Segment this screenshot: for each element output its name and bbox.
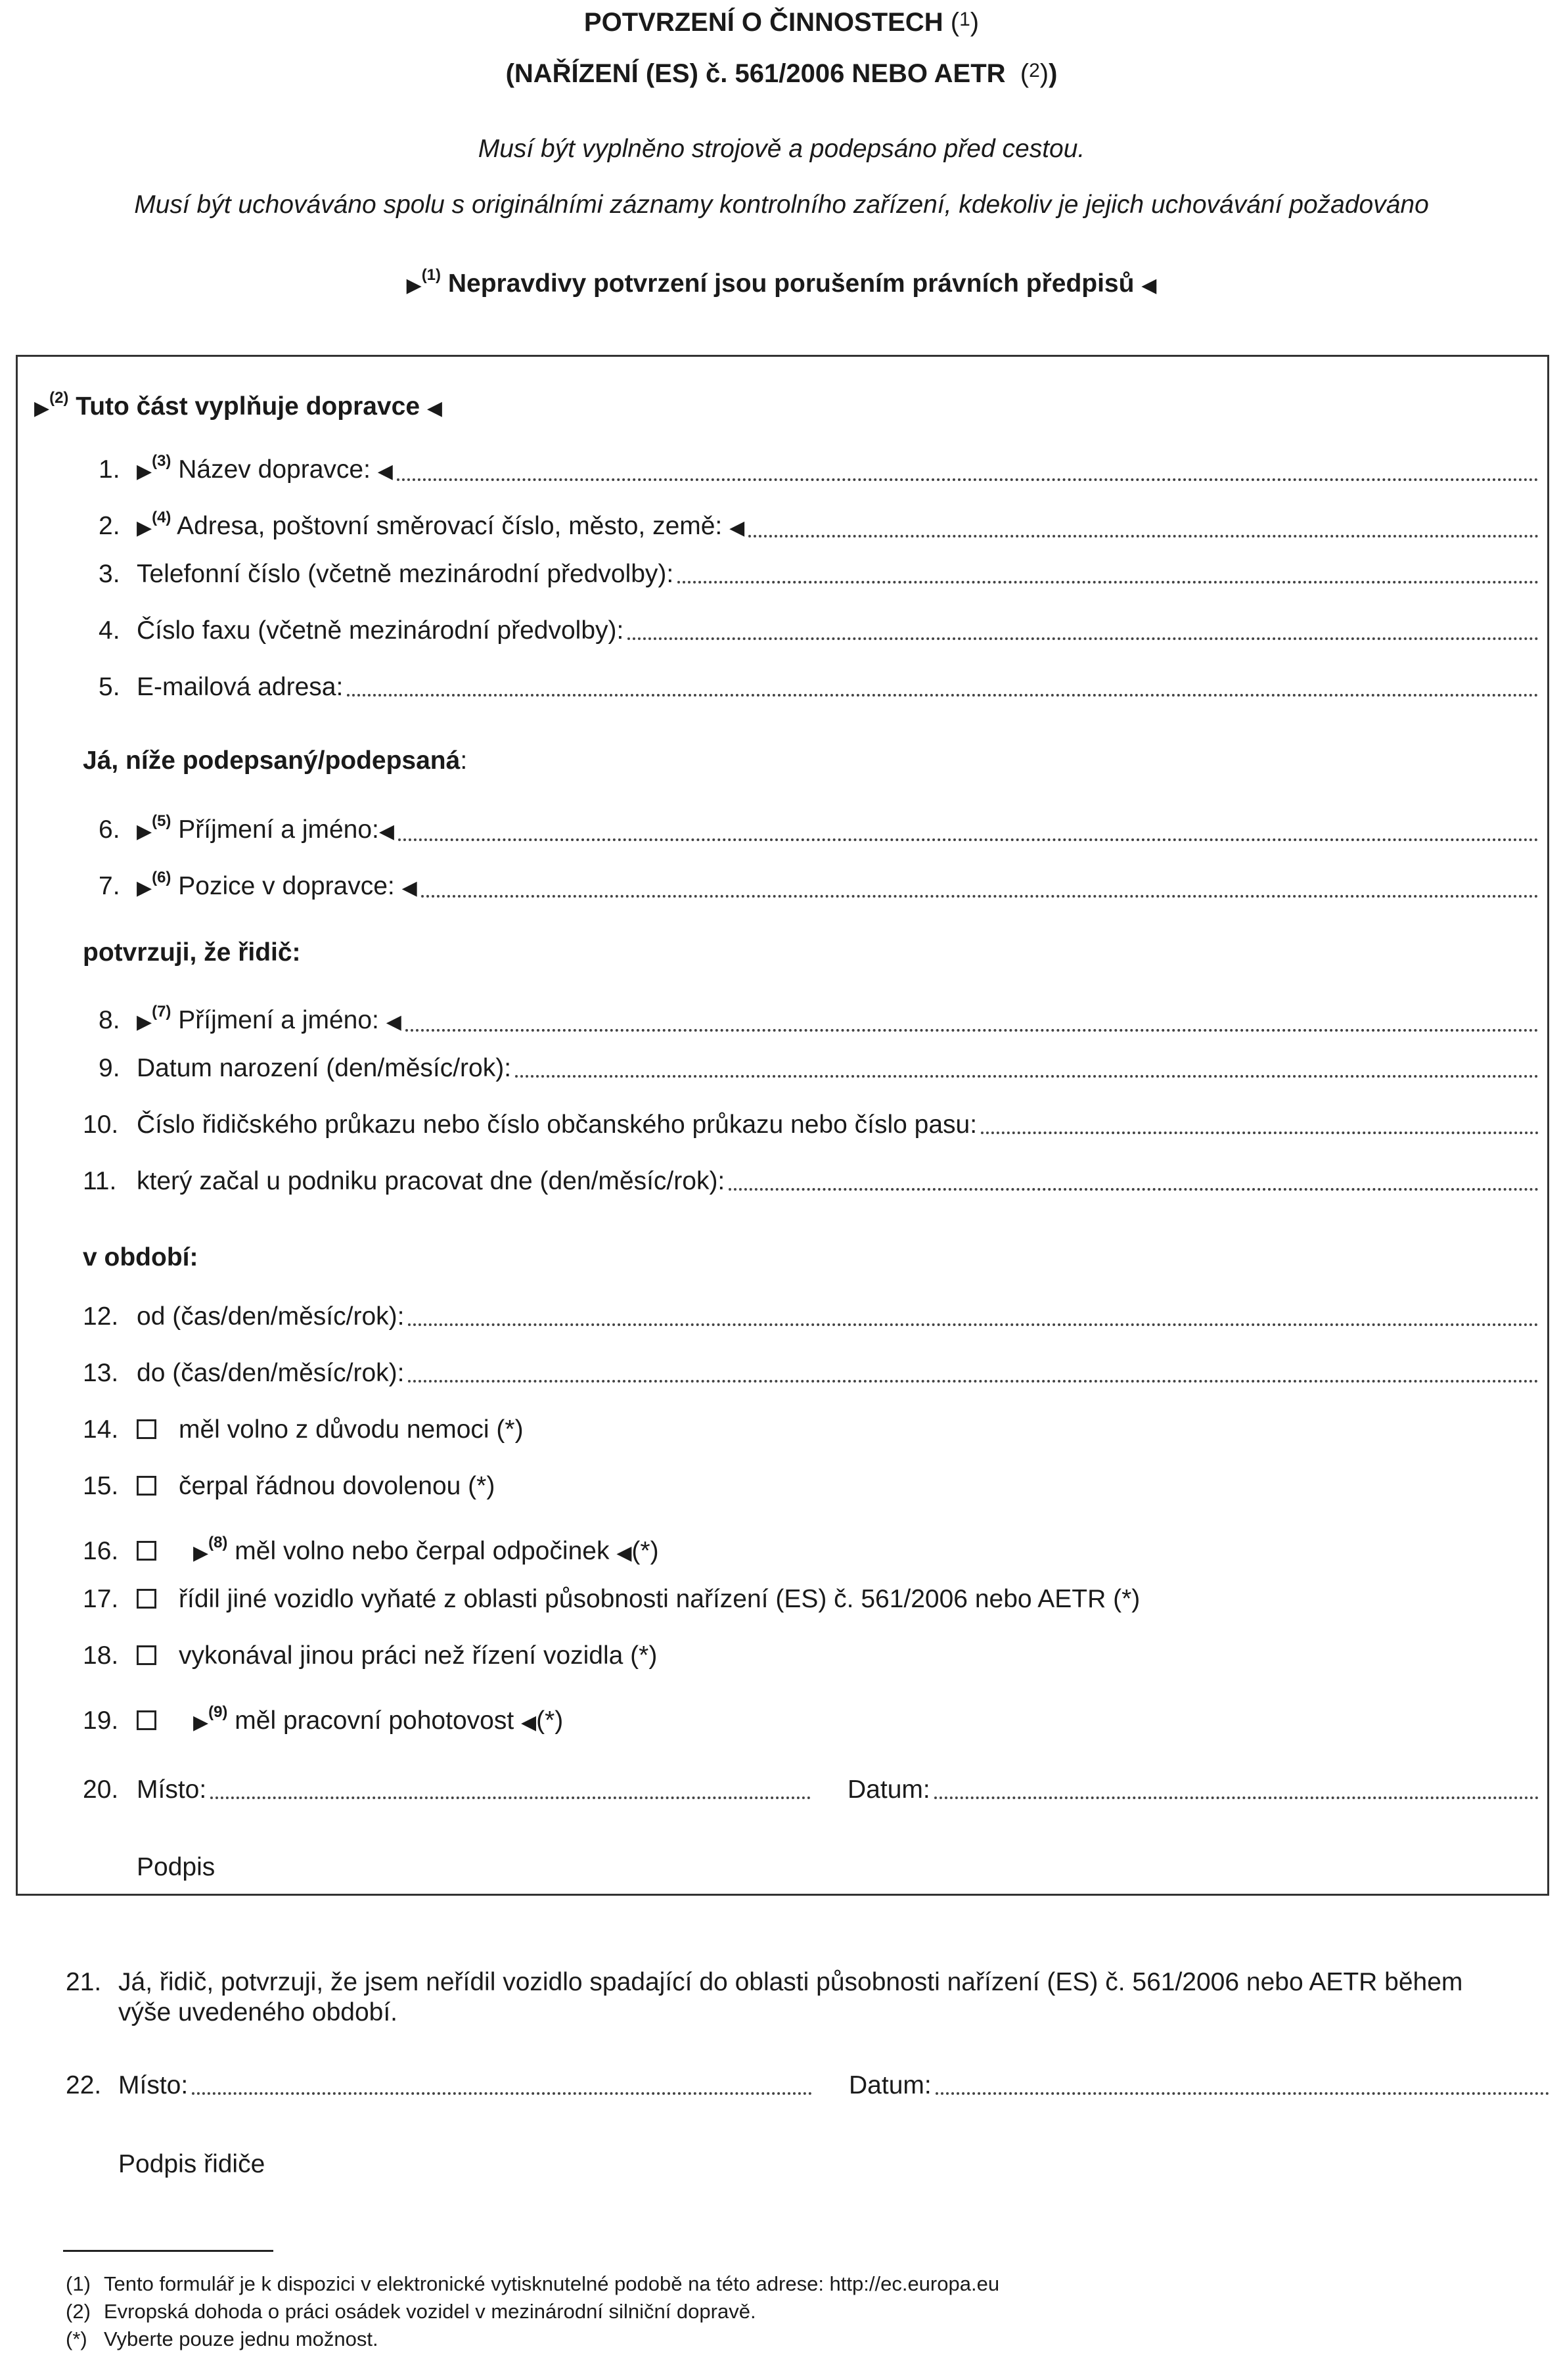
checkbox[interactable]	[137, 1476, 156, 1496]
statement-text-1: Já, řidič, potvrzuji, že jsem neřídil vozidlo spadající do oblasti působnosti nařízení (ES) č. 561/2006 nebo AETR během	[118, 1968, 1463, 1996]
footnote-mark: (1)	[66, 2272, 91, 2295]
item-number: 16.	[83, 1537, 119, 1565]
footnote-ref: (3)	[152, 452, 171, 470]
fill-line[interactable]	[748, 531, 1539, 538]
item-number: 18.	[83, 1641, 119, 1670]
driver-heading: potvrzuji, že řidič:	[83, 938, 301, 967]
footnote-ref: (6)	[152, 869, 171, 886]
item-number: 4.	[99, 616, 120, 645]
footnote-mark: (2)	[66, 2300, 91, 2323]
item-number: 15.	[83, 1472, 119, 1500]
fill-line[interactable]	[677, 577, 1539, 584]
regulation-title: (NAŘÍZENÍ (ES) č. 561/2006 NEBO AETR ($^2$))	[505, 59, 1058, 88]
instruction-line-1: Musí být vyplněno strojově a podepsáno před cestou.	[478, 135, 1085, 163]
check-row-rest[interactable]	[83, 1527, 659, 1569]
footnote-mark: (*)	[66, 2327, 87, 2350]
item-number: 14.	[83, 1415, 119, 1444]
footnote-ref: (1)	[421, 266, 442, 284]
check-row-other-work[interactable]	[83, 1640, 657, 1672]
end-marker-icon: ◀	[378, 821, 394, 842]
check-label: čerpal řádnou dovolenou (*)	[179, 1472, 495, 1500]
check-label: měl volno z důvodu nemoci (*)	[179, 1415, 524, 1444]
footnote-ref: (8)	[208, 1534, 228, 1551]
footnote-ref: 1	[959, 9, 970, 30]
end-marker-icon: ◀	[386, 1011, 401, 1033]
section-title: Tuto část vyplňuje dopravce	[76, 392, 420, 421]
footnote-1	[66, 2272, 999, 2296]
fill-line[interactable]	[421, 891, 1539, 898]
check-label: řídil jiné vozidlo vyňaté z oblasti působnosti nařízení (ES) č. 561/2006 nebo AETR (*)	[179, 1585, 1141, 1613]
checkbox[interactable]	[137, 1419, 156, 1439]
fill-line[interactable]	[981, 1128, 1539, 1134]
item-number: 7.	[99, 872, 120, 900]
fill-line[interactable]	[627, 633, 1539, 640]
field-date-driver[interactable]	[849, 2070, 1549, 2101]
footnote-2	[66, 2300, 756, 2323]
statement-text-2: výše uvedeného období.	[118, 1998, 398, 2026]
driver-signature-label: Podpis řidiče	[118, 2150, 265, 2178]
item-number: 6.	[99, 815, 120, 844]
notice-text: Nepravdivy potvrzení jsou porušením právních předpisů	[447, 269, 1135, 298]
field-label: Příjmení a jméno:	[178, 1006, 379, 1034]
item-number: 21.	[66, 1968, 102, 1996]
field-signer-position[interactable]	[99, 862, 1539, 904]
footnote-ref: (4)	[152, 509, 171, 526]
field-driver-name[interactable]	[99, 996, 1539, 1038]
item-number: 2.	[99, 512, 120, 540]
field-label: Příjmení a jméno:	[178, 815, 379, 844]
check-row-annual-leave[interactable]	[83, 1471, 495, 1502]
checkbox[interactable]	[137, 1589, 156, 1609]
end-marker-icon: ◀	[377, 461, 393, 482]
field-label: Místo:	[137, 1775, 207, 1804]
check-suffix: (*)	[631, 1537, 659, 1565]
field-email[interactable]	[99, 672, 1539, 703]
end-marker-icon: ◀	[616, 1542, 632, 1564]
checkbox[interactable]	[137, 1645, 156, 1665]
item-number: 10.	[83, 1110, 119, 1139]
check-row-exempt-vehicle[interactable]	[83, 1584, 1140, 1615]
item-number: 5.	[99, 673, 120, 701]
footnote-text: Tento formulář je k dispozici v elektronické vytisknutelné podobě na této adrese: http://ec.europa.eu	[104, 2272, 1000, 2295]
fill-line[interactable]	[936, 2088, 1549, 2095]
start-marker-icon: ▶	[137, 461, 152, 482]
field-signer-name[interactable]	[99, 806, 1539, 848]
carrier-signature-label: Podpis	[137, 1853, 215, 1881]
footnote-ref: (9)	[208, 1703, 228, 1721]
start-marker-icon: ▶	[193, 1542, 209, 1564]
signer-heading-text: Já, níže podepsaný/podepsaná	[83, 746, 461, 775]
field-date-carrier[interactable]	[848, 1774, 1539, 1806]
item-number: 13.	[83, 1359, 119, 1387]
checkbox[interactable]	[137, 1710, 156, 1730]
item-number: 22.	[66, 2071, 102, 2099]
fill-line[interactable]	[729, 1184, 1539, 1191]
fill-line[interactable]	[515, 1071, 1539, 1078]
field-carrier-name[interactable]	[99, 446, 1539, 488]
check-label: vykonával jinou práci než řízení vozidla (*)	[179, 1641, 658, 1670]
item-number: 11.	[83, 1167, 117, 1195]
driver-statement	[66, 1967, 1551, 2028]
title-text: POTVRZENÍ O ČINNOSTECH	[583, 8, 943, 37]
footnote-text: Evropská dohoda o práci osádek vozidel v mezinárodní silniční dopravě.	[104, 2300, 756, 2323]
start-marker-icon: ▶	[406, 275, 422, 296]
field-phone[interactable]	[99, 559, 1539, 590]
item-number: 20.	[83, 1775, 119, 1804]
field-start-date[interactable]	[83, 1166, 1539, 1197]
field-period-from[interactable]	[83, 1301, 1539, 1333]
item-number: 12.	[83, 1302, 119, 1331]
item-number: 3.	[99, 560, 120, 588]
field-label: Místo:	[118, 2071, 189, 2099]
field-address[interactable]	[99, 502, 1539, 544]
field-label: Číslo faxu (včetně mezinárodní předvolby):	[137, 616, 624, 645]
item-number: 8.	[99, 1006, 120, 1034]
closing-paren: )	[1049, 59, 1058, 88]
fill-line[interactable]	[408, 1376, 1539, 1383]
item-number: 17.	[83, 1585, 119, 1613]
end-marker-icon: ◀	[426, 398, 442, 419]
start-marker-icon: ▶	[193, 1712, 209, 1733]
fill-line[interactable]	[408, 1319, 1539, 1326]
check-suffix: (*)	[536, 1706, 564, 1735]
field-label: Telefonní číslo (včetně mezinárodní předvolby):	[137, 560, 674, 588]
signer-heading	[83, 746, 467, 775]
field-label: Datum narození (den/měsíc/rok):	[137, 1054, 512, 1082]
field-license-number[interactable]	[83, 1109, 1539, 1141]
footnote-ref: (2)	[49, 389, 69, 407]
fill-line[interactable]	[210, 1793, 811, 1799]
check-row-availability[interactable]	[83, 1697, 563, 1739]
field-label: který začal u podniku pracovat dne (den/měsíc/rok):	[137, 1167, 725, 1195]
check-label: měl volno nebo čerpal odpočinek	[235, 1537, 610, 1565]
footnote-ref: (5)	[152, 812, 171, 830]
checkbox[interactable]	[137, 1541, 156, 1561]
end-marker-icon: ◀	[521, 1712, 537, 1733]
field-label: Datum:	[849, 2071, 932, 2099]
field-label: Adresa, poštovní směrovací číslo, město, země:	[177, 512, 723, 540]
field-period-to[interactable]	[83, 1358, 1539, 1389]
item-number: 1.	[99, 455, 120, 484]
end-marker-icon: ◀	[729, 517, 745, 539]
legal-notice	[0, 266, 1563, 298]
footnote-text: Vyberte pouze jednu možnost.	[104, 2327, 378, 2350]
fill-line[interactable]	[397, 474, 1539, 481]
start-marker-icon: ▶	[137, 1011, 152, 1033]
footnote-3	[66, 2327, 378, 2351]
check-label: měl pracovní pohotovost	[235, 1706, 514, 1735]
field-label: Datum:	[848, 1775, 930, 1804]
field-fax[interactable]	[99, 615, 1539, 647]
item-number: 9.	[99, 1054, 120, 1082]
footnote-divider	[63, 2250, 273, 2252]
end-marker-icon: ◀	[1141, 275, 1157, 296]
signer-heading-colon: :	[460, 746, 468, 775]
fill-line[interactable]	[405, 1025, 1539, 1032]
fill-line[interactable]	[934, 1793, 1539, 1799]
footnote-ref: 2	[1029, 60, 1040, 81]
check-row-sick-leave[interactable]	[83, 1414, 524, 1446]
period-heading: v období:	[83, 1243, 198, 1271]
start-marker-icon: ▶	[137, 877, 152, 899]
start-marker-icon: ▶	[34, 398, 50, 419]
fill-line[interactable]	[192, 2088, 812, 2095]
field-label: Název dopravce:	[178, 455, 371, 484]
item-number: 19.	[83, 1706, 119, 1735]
field-place-carrier[interactable]	[83, 1774, 811, 1806]
field-place-driver[interactable]	[66, 2070, 812, 2101]
field-birth-date[interactable]	[99, 1053, 1539, 1084]
form-title: POTVRZENÍ O ČINNOSTECH ($^1$)	[583, 8, 980, 37]
regulation-text: (NAŘÍZENÍ (ES) č. 561/2006 NEBO AETR	[505, 59, 1006, 88]
end-marker-icon: ◀	[401, 877, 417, 899]
field-label: do (čas/den/měsíc/rok):	[137, 1359, 405, 1387]
instruction-line-2: Musí být uchováváno spolu s originálními záznamy kontrolního zařízení, kdekoliv je jejich uchovávání požadováno	[134, 191, 1429, 219]
field-label: od (čas/den/měsíc/rok):	[137, 1302, 405, 1331]
field-label: Číslo řidičského průkazu nebo číslo občanského průkazu nebo číslo pasu:	[137, 1110, 978, 1139]
field-label: E-mailová adresa:	[137, 673, 344, 701]
fill-line[interactable]	[398, 835, 1539, 841]
start-marker-icon: ▶	[137, 821, 152, 842]
carrier-section-heading	[34, 389, 442, 421]
footnote-ref: (7)	[152, 1003, 171, 1020]
start-marker-icon: ▶	[137, 517, 152, 539]
fill-line[interactable]	[347, 690, 1539, 697]
field-label: Pozice v dopravce:	[178, 872, 395, 900]
